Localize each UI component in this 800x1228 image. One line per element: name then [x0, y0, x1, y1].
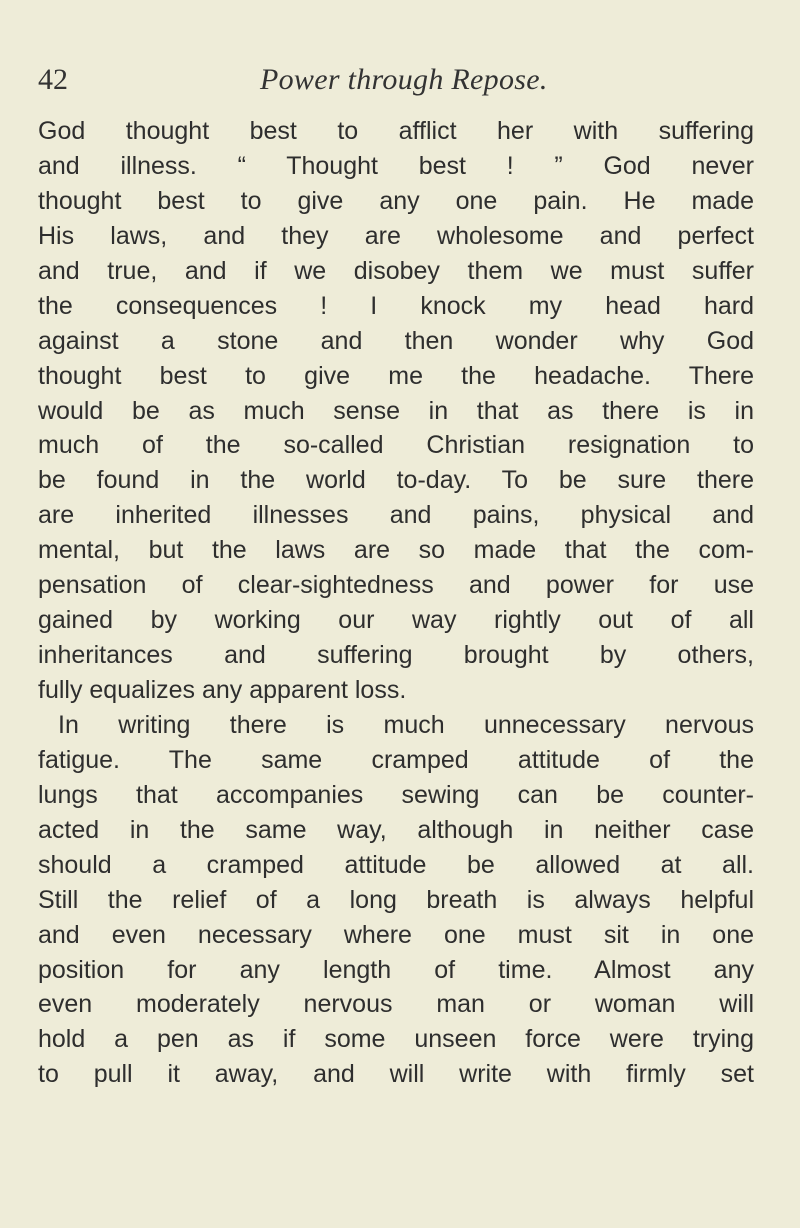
text-line: His laws, and they are wholesome and perfect: [38, 221, 754, 250]
text-line: and true, and if we disobey them we must suffer: [38, 256, 754, 285]
text-line: are inherited illnesses and pains, physical and: [38, 501, 754, 530]
text-line: thought best to give any one pain. He made: [38, 186, 754, 215]
text-line: inheritances and suffering brought by others,: [38, 641, 754, 670]
text-line: lungs that accompanies sewing can be counter-: [38, 780, 754, 809]
text-line: should a cramped attitude be allowed at all.: [38, 850, 754, 879]
text-line: pensation of clear-sightedness and power for use: [38, 571, 754, 600]
text-line: gained by working our way rightly out of all: [38, 606, 754, 635]
text-line: and illness. “ Thought best ! ” God never: [38, 151, 754, 180]
text-line: thought best to give me the headache. There: [38, 361, 754, 390]
running-title: Power through Repose.: [260, 63, 548, 96]
running-head: [38, 62, 754, 102]
text-line: Still the relief of a long breath is always helpful: [38, 885, 754, 914]
text-line-paragraph-end: fully equalizes any apparent loss.: [38, 676, 407, 704]
text-line: mental, but the laws are so made that the com-: [38, 536, 754, 565]
text-line: against a stone and then wonder why God: [38, 326, 754, 355]
text-line: and even necessary where one must sit in one: [38, 920, 754, 949]
text-line: acted in the same way, although in neither case: [38, 815, 754, 844]
text-line: the consequences ! I knock my head hard: [38, 291, 754, 320]
text-line: fatigue. The same cramped attitude of the: [38, 745, 754, 774]
text-line: much of the so-called Christian resignation to: [38, 431, 754, 460]
text-line: position for any length of time. Almost any: [38, 955, 754, 984]
body-text: [38, 114, 754, 1092]
text-line: even moderately nervous man or woman will: [38, 990, 754, 1019]
text-line: would be as much sense in that as there is in: [38, 396, 754, 425]
text-line-paragraph-start: In writing there is much unnecessary nervous: [58, 710, 754, 739]
text-line: to pull it away, and will write with firmly set: [38, 1060, 754, 1089]
text-line: hold a pen as if some unseen force were trying: [38, 1025, 754, 1054]
page-number: 42: [38, 63, 68, 96]
text-line: be found in the world to-day. To be sure there: [38, 466, 754, 495]
text-line: God thought best to afflict her with suffering: [38, 117, 754, 145]
